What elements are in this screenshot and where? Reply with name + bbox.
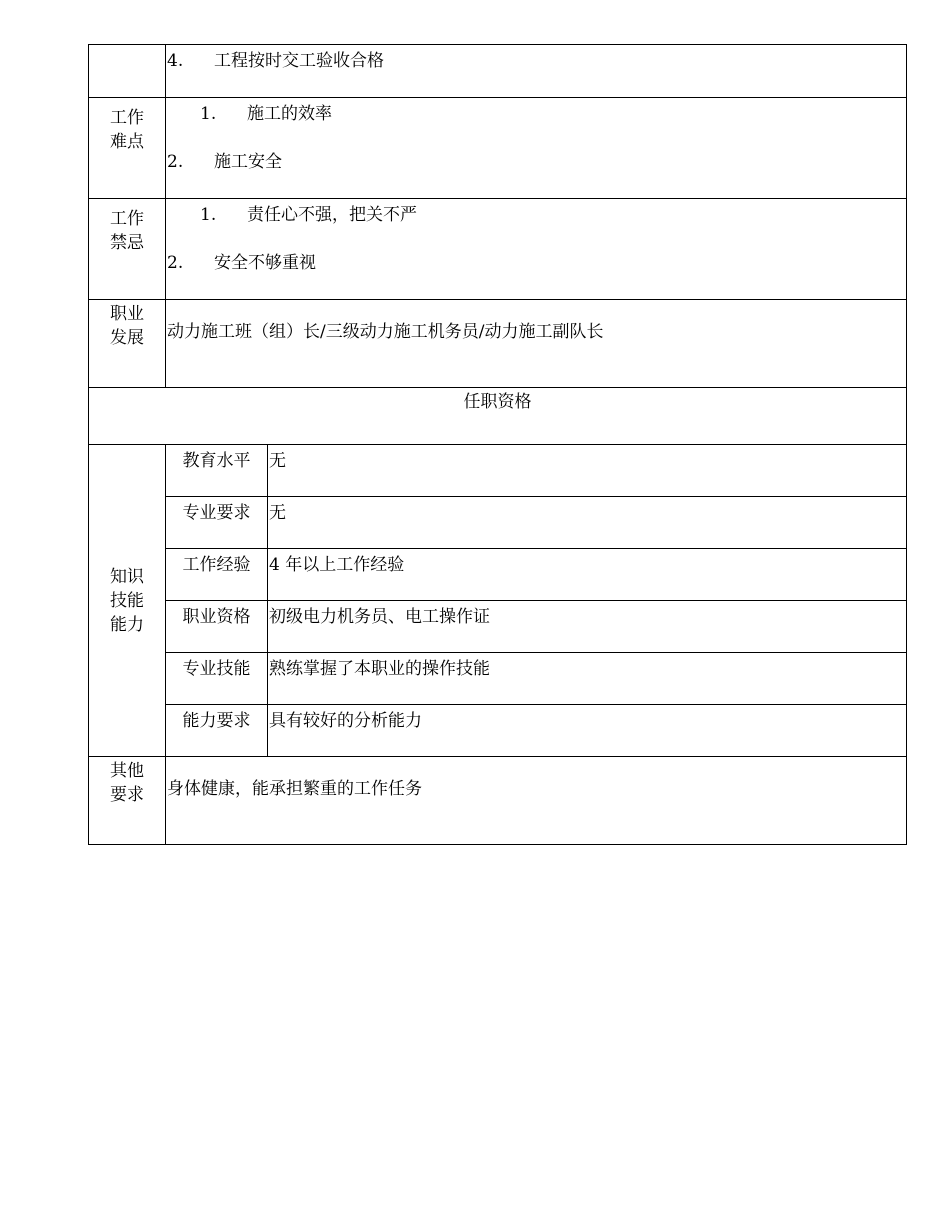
difficulties-row	[89, 98, 907, 199]
list-item	[167, 150, 906, 174]
qualification-row	[89, 497, 907, 549]
other-requirements-label: 其他 要求	[89, 757, 166, 845]
career-label: 职业 发展	[89, 300, 166, 388]
qualification-value: 无	[268, 445, 907, 497]
difficulties-label: 工作 难点	[89, 98, 166, 199]
qualification-label: 教育水平	[166, 445, 268, 497]
qualification-value: 初级电力机务员、电工操作证	[268, 601, 907, 653]
acceptance-label-cell	[89, 45, 166, 98]
qualification-label: 专业技能	[166, 653, 268, 705]
taboos-value-cell	[166, 199, 907, 300]
item-text: 施工安全	[214, 152, 282, 172]
item-number: 4.	[167, 51, 184, 71]
acceptance-value-cell	[166, 45, 907, 98]
section-title: 任职资格	[89, 388, 907, 445]
list-item	[167, 251, 906, 275]
qualification-row	[89, 653, 907, 705]
taboos-row	[89, 199, 907, 300]
qualification-row	[89, 549, 907, 601]
difficulties-value-cell	[166, 98, 907, 199]
qualification-row	[89, 705, 907, 757]
acceptance-row	[89, 45, 907, 98]
career-value: 动力施工班（组）长/三级动力施工机务员/动力施工副队长	[166, 300, 907, 388]
skills-label: 知识 技能 能力	[89, 445, 166, 757]
qualification-label: 能力要求	[166, 705, 268, 757]
qualification-label: 工作经验	[166, 549, 268, 601]
other-requirements-value: 身体健康，能承担繁重的工作任务	[166, 757, 907, 845]
qualification-value: 无	[268, 497, 907, 549]
item-text: 安全不够重视	[214, 253, 316, 273]
taboos-label: 工作 禁忌	[89, 199, 166, 300]
qualification-label: 专业要求	[166, 497, 268, 549]
list-item	[167, 49, 906, 73]
qualification-label: 职业资格	[166, 601, 268, 653]
qualification-value: 具有较好的分析能力	[268, 705, 907, 757]
qualification-row	[89, 445, 907, 497]
list-item	[167, 102, 906, 126]
job-description-table	[88, 44, 907, 845]
item-number: 1.	[200, 104, 217, 124]
qualification-value: 4 年以上工作经验	[268, 549, 907, 601]
item-text: 责任心不强，把关不严	[247, 205, 417, 225]
qualification-row	[89, 601, 907, 653]
item-number: 2.	[167, 152, 184, 172]
qualification-value: 熟练掌握了本职业的操作技能	[268, 653, 907, 705]
item-text: 工程按时交工验收合格	[214, 51, 384, 71]
item-number: 1.	[200, 205, 217, 225]
career-row	[89, 300, 907, 388]
item-text: 施工的效率	[247, 104, 332, 124]
list-item	[167, 203, 906, 227]
qualifications-header-row	[89, 388, 907, 445]
other-requirements-row	[89, 757, 907, 845]
item-number: 2.	[167, 253, 184, 273]
